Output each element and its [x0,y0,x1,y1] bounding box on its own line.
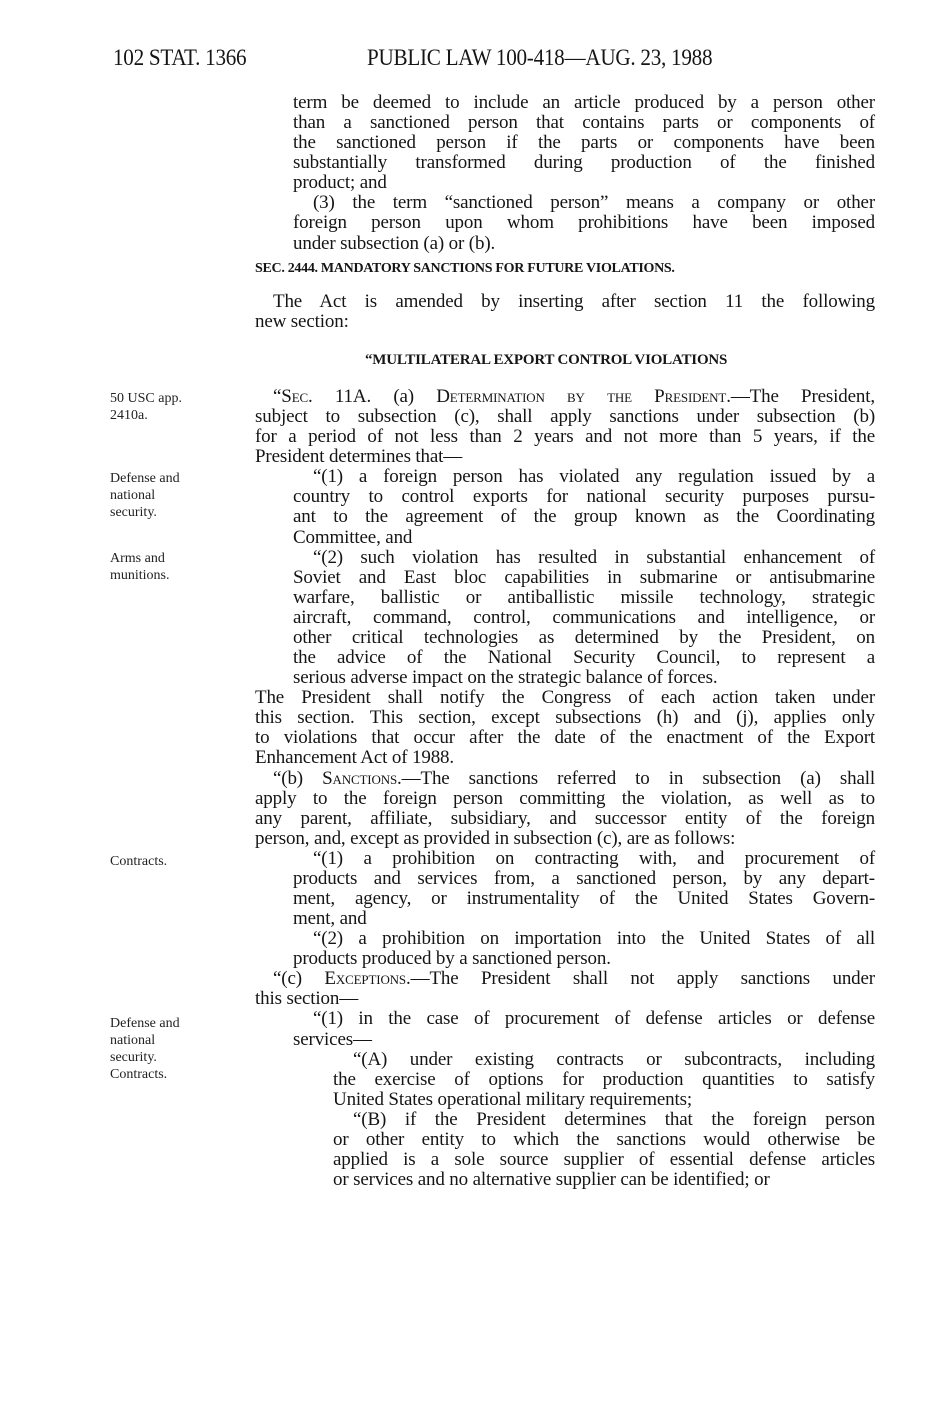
text-line: person, and, except as provided in subsection (c), are as follows: [255,827,736,849]
margin-note-line: 2410a. [110,408,148,423]
margin-note-line: Defense and [110,471,180,486]
margin-note [110,470,180,521]
text-line: apply to the foreign person committing the violation, as well as to [255,787,875,809]
margin-note [110,550,170,584]
text-line: warfare, ballistic or antiballistic missile technology, strategic [293,586,875,608]
text-line: “(A) under existing contracts or subcontracts, including [353,1048,875,1070]
margin-note-line: national [110,488,156,503]
text-line: serious adverse impact on the strategic balance of forces. [293,667,718,689]
section-heading: SEC. 2444. MANDATORY SANCTIONS FOR FUTURE VIOLATIONS. [255,261,675,276]
text-line: new section: [255,311,349,333]
text-line: subject to subsection (c), shall apply sanctions under subsection (b) [255,406,875,428]
text-line: to violations that occur after the date of the enactment of the Export [255,727,875,749]
inserted-section-heading: “MULTILATERAL EXPORT CONTROL VIOLATIONS [365,352,728,368]
running-header-title: PUBLIC LAW 100-418—AUG. 23, 1988 [367,45,713,70]
text-line: applied is a sole source supplier of essential defense articles [333,1149,875,1171]
text-segment: .—The President shall not apply sanctions under [406,968,875,990]
margin-note-line: Arms and [110,551,165,566]
text-line: “(1) a foreign person has violated any regulation issued by a [313,466,875,488]
margin-note-line: national [110,1033,156,1048]
text-line: ment, and [293,908,367,930]
text-segment: “S [273,386,292,407]
text-line: “(1) a prohibition on contracting with, and procurement of [313,847,875,869]
text-line: “(1) in the case of procurement of defense articles or defense [313,1008,875,1030]
margin-note-line: security. [110,505,157,520]
small-caps-text: ec [291,386,309,407]
text-segment: .—The President, [726,386,875,407]
text-line: “(B) if the President determines that the foreign person [353,1108,875,1130]
small-caps-text: Sanctions [322,767,398,789]
text-line: term be deemed to include an article produced by a person other [293,92,875,113]
text-line: for a period of not less than 2 years and not more than 5 years, if the [255,426,875,448]
text-line: substantially transformed during production of the finished [293,152,875,174]
margin-note [110,1015,180,1083]
text-line [273,969,875,989]
margin-note-line: Contracts. [110,1067,168,1082]
text-line: than a sanctioned person that contains parts or components of [293,112,875,134]
text-line: “(2) such violation has resulted in substantial enhancement of [313,546,875,568]
text-line: President determines that— [255,446,463,468]
text-line: “(2) a prohibition on importation into the United States of all [313,928,875,950]
text-line: The President shall notify the Congress of each action taken under [255,687,875,709]
text-segment: . 11A. (a) [308,386,437,407]
margin-note [110,853,167,870]
text-line [273,387,875,407]
text-line: this section— [255,988,359,1010]
text-line: aircraft, command, control, communications and intelligence, or [293,606,875,628]
small-caps-text: Determination by the President [436,386,727,407]
text-line: Committee, and [293,526,413,548]
text-line: this section. This section, except subsections (h) and (j), applies only [255,707,875,729]
margin-note-line: Defense and [110,1016,180,1031]
text-segment: “(c) [273,968,325,990]
text-line: or services and no alternative supplier can be identified; or [333,1169,770,1191]
text-segment: .—The sanctions referred to in subsection (a) shall [397,767,875,789]
text-line: foreign person upon whom prohibitions have been imposed [293,212,875,234]
text-line: under subsection (a) or (b). [293,232,496,254]
text-line: other critical technologies as determined by the President, on [293,626,875,648]
text-line: country to control exports for national security purposes pursu- [293,486,875,508]
text-line: the exercise of options for production quantities to satisfy [333,1068,875,1090]
margin-note-line: Contracts. [110,854,168,869]
text-line: ant to the agreement of the group known as the Coordinating [293,506,875,528]
text-line: any parent, affiliate, subsidiary, and successor entity of the foreign [255,807,875,829]
text-line: product; and [293,172,387,194]
small-caps-text: Exceptions [324,968,407,990]
text-line: Enhancement Act of 1988. [255,747,455,769]
text-line: or other entity to which the sanctions would otherwise be [333,1128,875,1150]
text-line: services— [293,1028,372,1050]
text-segment: “(b) [273,767,323,789]
margin-note-line: 50 USC app. [110,391,182,406]
margin-note [110,390,182,424]
text-line: the advice of the National Security Council, to represent a [293,647,875,669]
text-line: products produced by a sanctioned person. [293,948,611,970]
text-line: the sanctioned person if the parts or components have been [293,132,875,154]
text-line [273,769,875,789]
text-line: The Act is amended by inserting after section 11 the following [273,291,875,312]
text-line: ment, agency, or instrumentality of the United States Govern- [293,888,875,909]
page-stat-number: 102 STAT. 1366 [113,45,247,70]
margin-note-line: security. [110,1050,157,1065]
text-line: United States operational military requirements; [333,1088,692,1110]
text-line: (3) the term “sanctioned person” means a company or other [313,192,875,214]
margin-note-line: munitions. [110,568,170,583]
text-line: products and services from, a sanctioned person, by any depart- [293,867,875,889]
text-line: Soviet and East bloc capabilities in submarine or antisubmarine [293,566,875,588]
